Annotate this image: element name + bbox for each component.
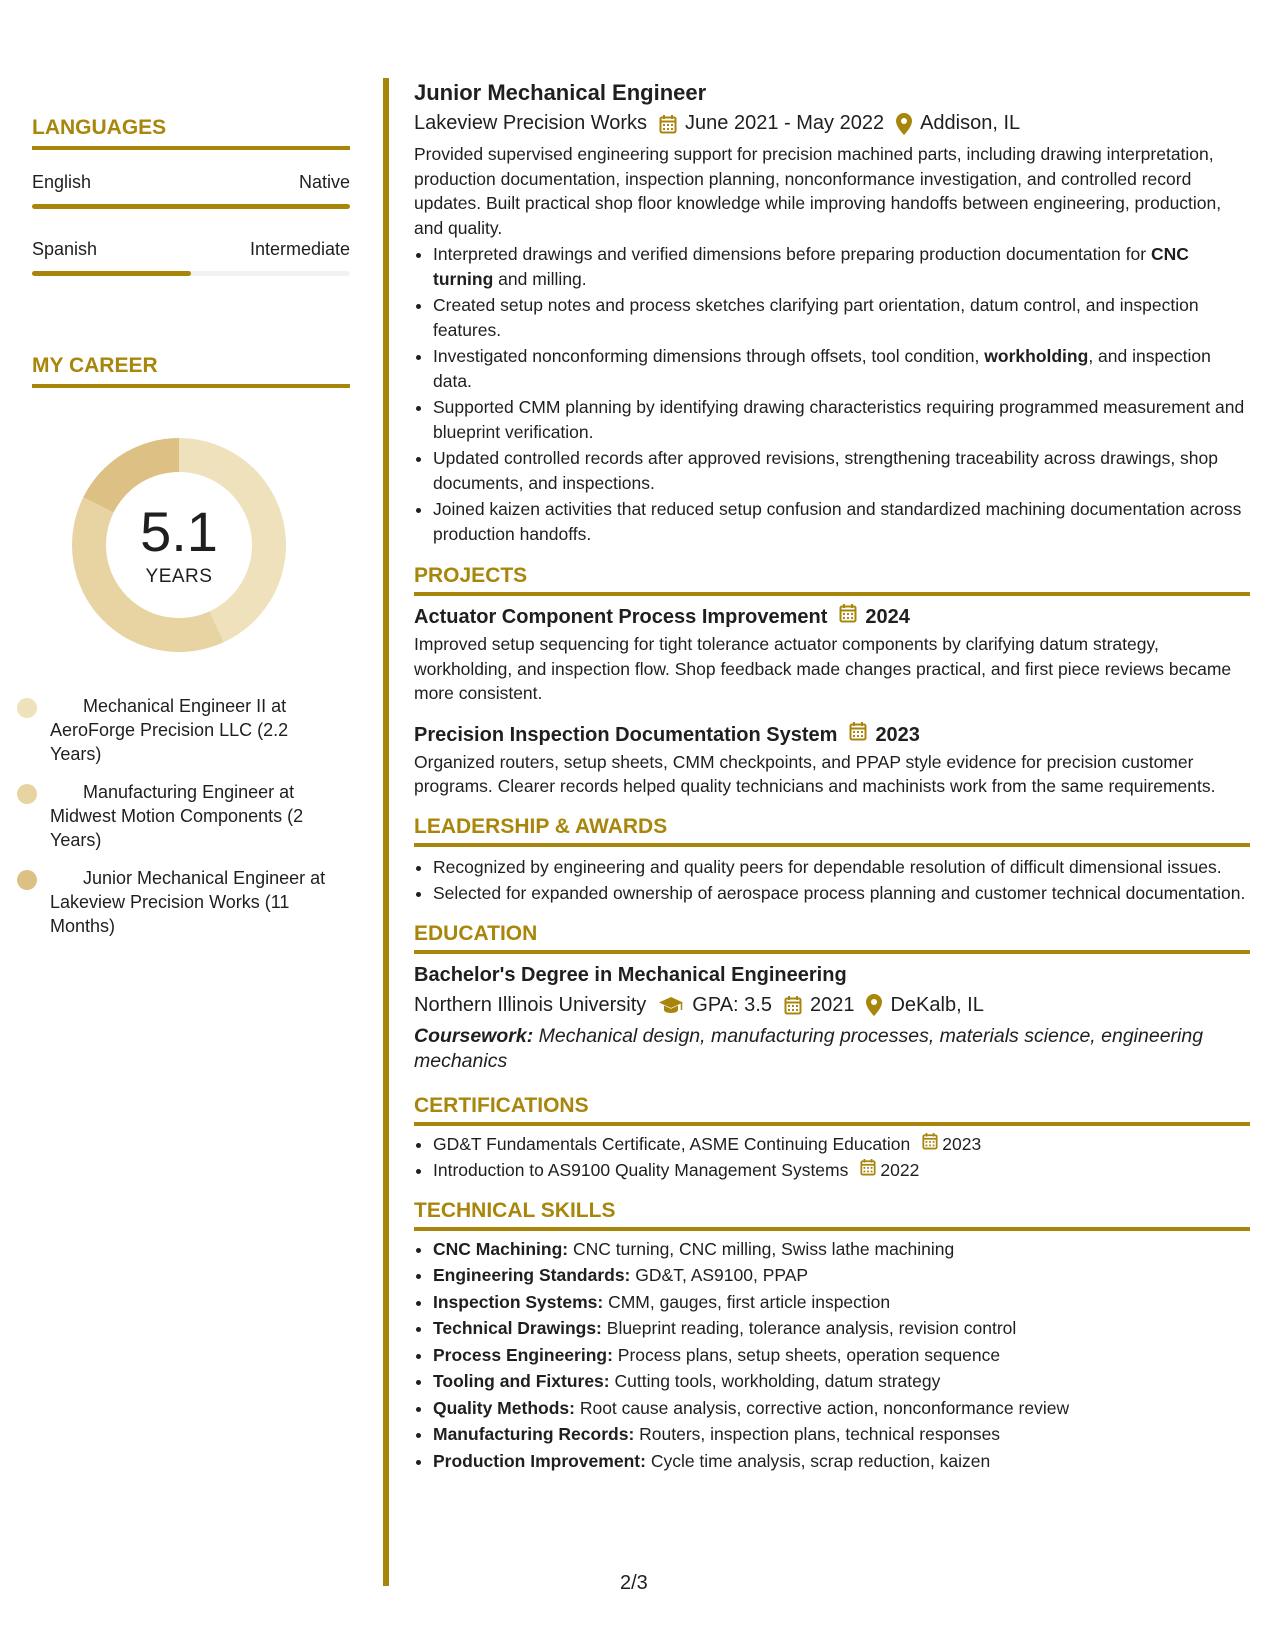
job-title: Junior Mechanical Engineer <box>414 80 707 105</box>
skill-item <box>433 1449 1250 1474</box>
skill-value: Cutting tools, workholding, datum strategy <box>614 1371 941 1391</box>
gpa: GPA: 3.5 <box>692 993 772 1016</box>
skill-item <box>433 1396 1250 1421</box>
language-proficiency-bar <box>32 204 350 209</box>
bullet-text: , and inspection data. <box>433 346 1211 391</box>
project-title-row <box>414 720 1250 750</box>
language-proficiency-fill <box>32 271 191 276</box>
job-bullet <box>433 293 1250 342</box>
project-description: Improved setup sequencing for tight tolerance actuator components by clarifying datum strategy, workholding, and inspection flow. Shop feedback made changes practical, and first piece reviews became more consistent. <box>414 634 1232 703</box>
skill-item <box>433 1263 1250 1288</box>
education-heading: EDUCATION <box>414 922 1250 954</box>
job-bullet <box>433 497 1250 546</box>
project-title: Precision Inspection Documentation System <box>414 723 838 746</box>
skill-item <box>433 1343 1250 1368</box>
skill-value: CNC turning, CNC milling, Swiss lathe machining <box>573 1238 955 1259</box>
language-name: English <box>32 172 92 192</box>
location-pin-icon <box>896 108 912 138</box>
skill-label: Production Improvement: <box>433 1450 646 1471</box>
leadership-heading: LEADERSHIP & AWARDS <box>414 815 1250 847</box>
career-total-years: 5.1 <box>140 500 218 563</box>
skill-label: Technical Drawings: <box>433 1318 602 1338</box>
certification-name: • GD&T Fundamentals Certificate, ASME Continuing Education <box>433 1133 911 1154</box>
career-unit: YEARS <box>145 566 213 587</box>
career-donut-chart <box>66 432 292 658</box>
bullet-text: Updated controlled records after approved revisions, strengthening traceability across drawings, shop documents, and inspections. <box>433 448 1219 493</box>
calendar-icon <box>922 1132 938 1157</box>
project-description: Organized routers, setup sheets, CMM checkpoints, and PPAP style evidence for precision customer programs. Clearer records helped quality technicians and machinists work from the same requirements. <box>414 751 1216 796</box>
job-description: Provided supervised engineering support for precision machined parts, including drawing interpretation, production documentation, inspection planning, nonconformance investigation, and controlled record updates. Built practical shop floor knowledge while improving handoffs between engineering, production, and quality. <box>414 144 1222 238</box>
skills-heading: TECHNICAL SKILLS <box>414 1199 1250 1231</box>
bullet-text: and milling. <box>493 268 587 289</box>
legend-dot <box>17 784 37 804</box>
coursework <box>414 1024 1250 1074</box>
language-item <box>32 239 350 276</box>
location-pin-icon <box>866 990 882 1020</box>
career-legend <box>50 694 340 938</box>
job-location: Addison, IL <box>920 112 1021 134</box>
skill-value: Process plans, setup sheets, operation sequence <box>617 1344 1001 1365</box>
legend-label: Junior Mechanical Engineer at Lakeview Precision Works (11 Months) <box>50 868 326 936</box>
main-content <box>414 78 1250 1475</box>
bullet-text: Supported CMM planning by identifying drawing characteristics requiring programmed measurement and blueprint verification. <box>433 397 1245 442</box>
skill-label: Quality Methods: <box>433 1397 575 1418</box>
legend-item <box>50 866 340 938</box>
bullet-bold-text: CNC turning <box>433 244 1189 289</box>
certifications-list <box>414 1132 1250 1183</box>
job-dates: June 2021 - May 2022 <box>685 112 885 134</box>
skill-item <box>433 1290 1250 1315</box>
skill-label: Inspection Systems: <box>433 1291 604 1312</box>
page-number: 2/3 <box>620 1572 648 1594</box>
project-entry <box>414 602 1250 706</box>
bullet-text: Interpreted drawings and verified dimensions before preparing production documentation for <box>433 244 1151 264</box>
legend-label: Mechanical Engineer II at AeroForge Precision LLC (2.2 Years) <box>50 696 289 764</box>
bullet-text: Created setup notes and process sketches clarifying part orientation, datum control, and inspection features. <box>433 295 1199 340</box>
job-bullet <box>433 395 1250 444</box>
language-proficiency-fill <box>32 204 350 209</box>
certification-year: 2023 <box>942 1133 982 1154</box>
certification-item <box>433 1158 1250 1183</box>
bullet-text: Investigated nonconforming dimensions through offsets, tool condition, <box>433 346 985 366</box>
education-meta <box>414 990 1250 1020</box>
skill-label: Manufacturing Records: <box>433 1424 635 1444</box>
legend-dot <box>17 870 37 890</box>
skill-label: Tooling and Fixtures: <box>433 1371 610 1391</box>
project-year: 2024 <box>865 606 910 628</box>
school-name: Northern Illinois University <box>414 993 647 1016</box>
education-section <box>414 922 1250 1074</box>
calendar-icon <box>860 1158 876 1183</box>
skill-value: Blueprint reading, tolerance analysis, revision control <box>606 1318 1017 1338</box>
skill-value: Root cause analysis, corrective action, nonconformance review <box>579 1397 1070 1418</box>
job-meta <box>414 108 1250 138</box>
degree-name: Bachelor's Degree in Mechanical Engineering <box>414 963 847 986</box>
career-donut-center <box>66 432 292 658</box>
skill-item <box>433 1237 1250 1262</box>
degree-title <box>414 960 1250 990</box>
skill-item <box>433 1316 1250 1341</box>
bullet-text: Joined kaizen activities that reduced setup confusion and standardized machining documentation across production handoffs. <box>433 499 1242 544</box>
project-title-row <box>414 602 1250 632</box>
certification-name: • Introduction to AS9100 Quality Management Systems <box>433 1160 849 1180</box>
leadership-list <box>414 855 1250 906</box>
certifications-section <box>414 1094 1250 1183</box>
language-proficiency-bar <box>32 271 350 276</box>
calendar-icon <box>849 720 867 750</box>
column-divider <box>383 78 389 1586</box>
language-item <box>32 172 350 209</box>
job-bullet <box>433 242 1250 291</box>
legend-item <box>50 694 340 766</box>
skill-value: GD&T, AS9100, PPAP <box>635 1265 809 1285</box>
skill-label: Engineering Standards: <box>433 1265 631 1285</box>
leadership-item: • Recognized by engineering and quality peers for dependable resolution of difficult dimensional issues. <box>433 855 1250 880</box>
legend-label: Manufacturing Engineer at Midwest Motion Components (2 Years) <box>50 782 304 850</box>
calendar-icon <box>839 602 857 632</box>
skill-item <box>433 1369 1250 1394</box>
language-level: Native <box>298 172 350 192</box>
bullet-bold-text: workholding <box>984 346 1089 366</box>
skill-item <box>433 1422 1250 1447</box>
skill-value: Cycle time analysis, scrap reduction, kaizen <box>650 1450 991 1471</box>
skill-value: CMM, gauges, first article inspection <box>608 1291 891 1312</box>
sidebar <box>32 116 350 952</box>
language-level: Intermediate <box>249 239 350 259</box>
certification-year: 2022 <box>880 1160 920 1180</box>
coursework-label: Coursework: <box>414 1024 534 1047</box>
coursework-text: Mechanical design, manufacturing processes, materials science, engineering mechanics <box>414 1024 1204 1072</box>
company-name: Lakeview Precision Works <box>414 112 648 134</box>
projects-heading: PROJECTS <box>414 564 1250 596</box>
leadership-section <box>414 815 1250 906</box>
skills-section <box>414 1199 1250 1474</box>
career-heading: MY CAREER <box>32 354 350 388</box>
job-bullet <box>433 446 1250 495</box>
project-title: Actuator Component Process Improvement <box>414 606 828 628</box>
projects-section <box>414 564 1250 799</box>
experience-entry <box>414 78 1250 546</box>
legend-dot <box>17 698 37 718</box>
certification-item <box>433 1132 1250 1157</box>
calendar-icon <box>659 108 677 138</box>
language-name: Spanish <box>32 239 98 259</box>
school-location: DeKalb, IL <box>890 993 984 1016</box>
skills-list <box>414 1237 1250 1474</box>
languages-heading: LANGUAGES <box>32 116 350 150</box>
legend-item <box>50 780 340 852</box>
project-year: 2023 <box>875 723 920 746</box>
project-entry <box>414 720 1250 799</box>
job-bullet <box>433 344 1250 393</box>
graduation-year: 2021 <box>809 993 855 1016</box>
graduation-cap-icon <box>658 990 684 1020</box>
certifications-heading: CERTIFICATIONS <box>414 1094 1250 1126</box>
calendar-icon <box>784 990 802 1020</box>
skill-value: Routers, inspection plans, technical responses <box>639 1424 1001 1444</box>
leadership-item: • Selected for expanded ownership of aerospace process planning and customer technical documentation. <box>433 881 1250 906</box>
job-bullets <box>414 242 1250 546</box>
skill-label: CNC Machining: <box>433 1238 569 1259</box>
skill-label: Process Engineering: <box>433 1344 613 1365</box>
